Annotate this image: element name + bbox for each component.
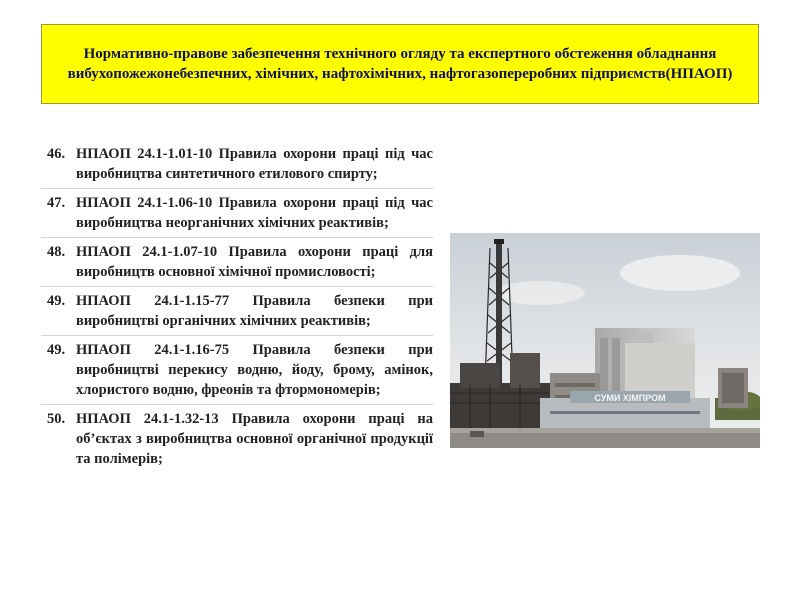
item-number: 49.	[47, 342, 66, 358]
item-number: 46.	[47, 146, 66, 162]
list-item	[41, 409, 433, 473]
item-number: 48.	[47, 244, 66, 260]
item-text: НПАОП 24.1-1.01-10 Правила охорони праці під час виробництва синтетичного етилового спирту;	[76, 146, 433, 182]
list-item	[41, 144, 433, 189]
item-text: НПАОП 24.1-1.15-77 Правила безпеки при виробництві органічних хімічних реактивів;	[76, 293, 433, 329]
list-item	[41, 291, 433, 336]
plant-sign: СУМИ ХІМПРОМ	[594, 393, 666, 403]
item-text: НПАОП 24.1-1.07-10 Правила охорони праці для виробництв основної хімічної промисловості;	[76, 244, 433, 280]
item-text: НПАОП 24.1-1.06-10 Правила охорони праці під час виробництва неорганічних хімічних реактивів;	[76, 195, 433, 231]
item-text: НПАОП 24.1-1.32-13 Правила охорони праці на об’єктах з виробництва основної органічної продукції та полімерів;	[76, 411, 433, 467]
title-banner	[41, 24, 759, 104]
slide-title: Нормативно-правове забезпечення технічного огляду та експертного обстеження обладнання вибухопожежонебезпечних, хімічних, нафтохімічних, нафтогазопереробних підприємств(НПАОП)	[67, 46, 733, 82]
item-number: 47.	[47, 195, 66, 211]
item-text: НПАОП 24.1-1.16-75 Правила безпеки при виробництві перекису водню, йоду, брому, амінок, хлористого водню, фреонів та фтормономерів;	[76, 342, 433, 398]
list-item	[41, 242, 433, 287]
chemical-plant-photo	[450, 233, 760, 448]
item-number: 50.	[47, 411, 66, 427]
list-item	[41, 193, 433, 238]
list-item	[41, 340, 433, 405]
regulation-list	[41, 144, 433, 477]
item-number: 49.	[47, 293, 66, 309]
